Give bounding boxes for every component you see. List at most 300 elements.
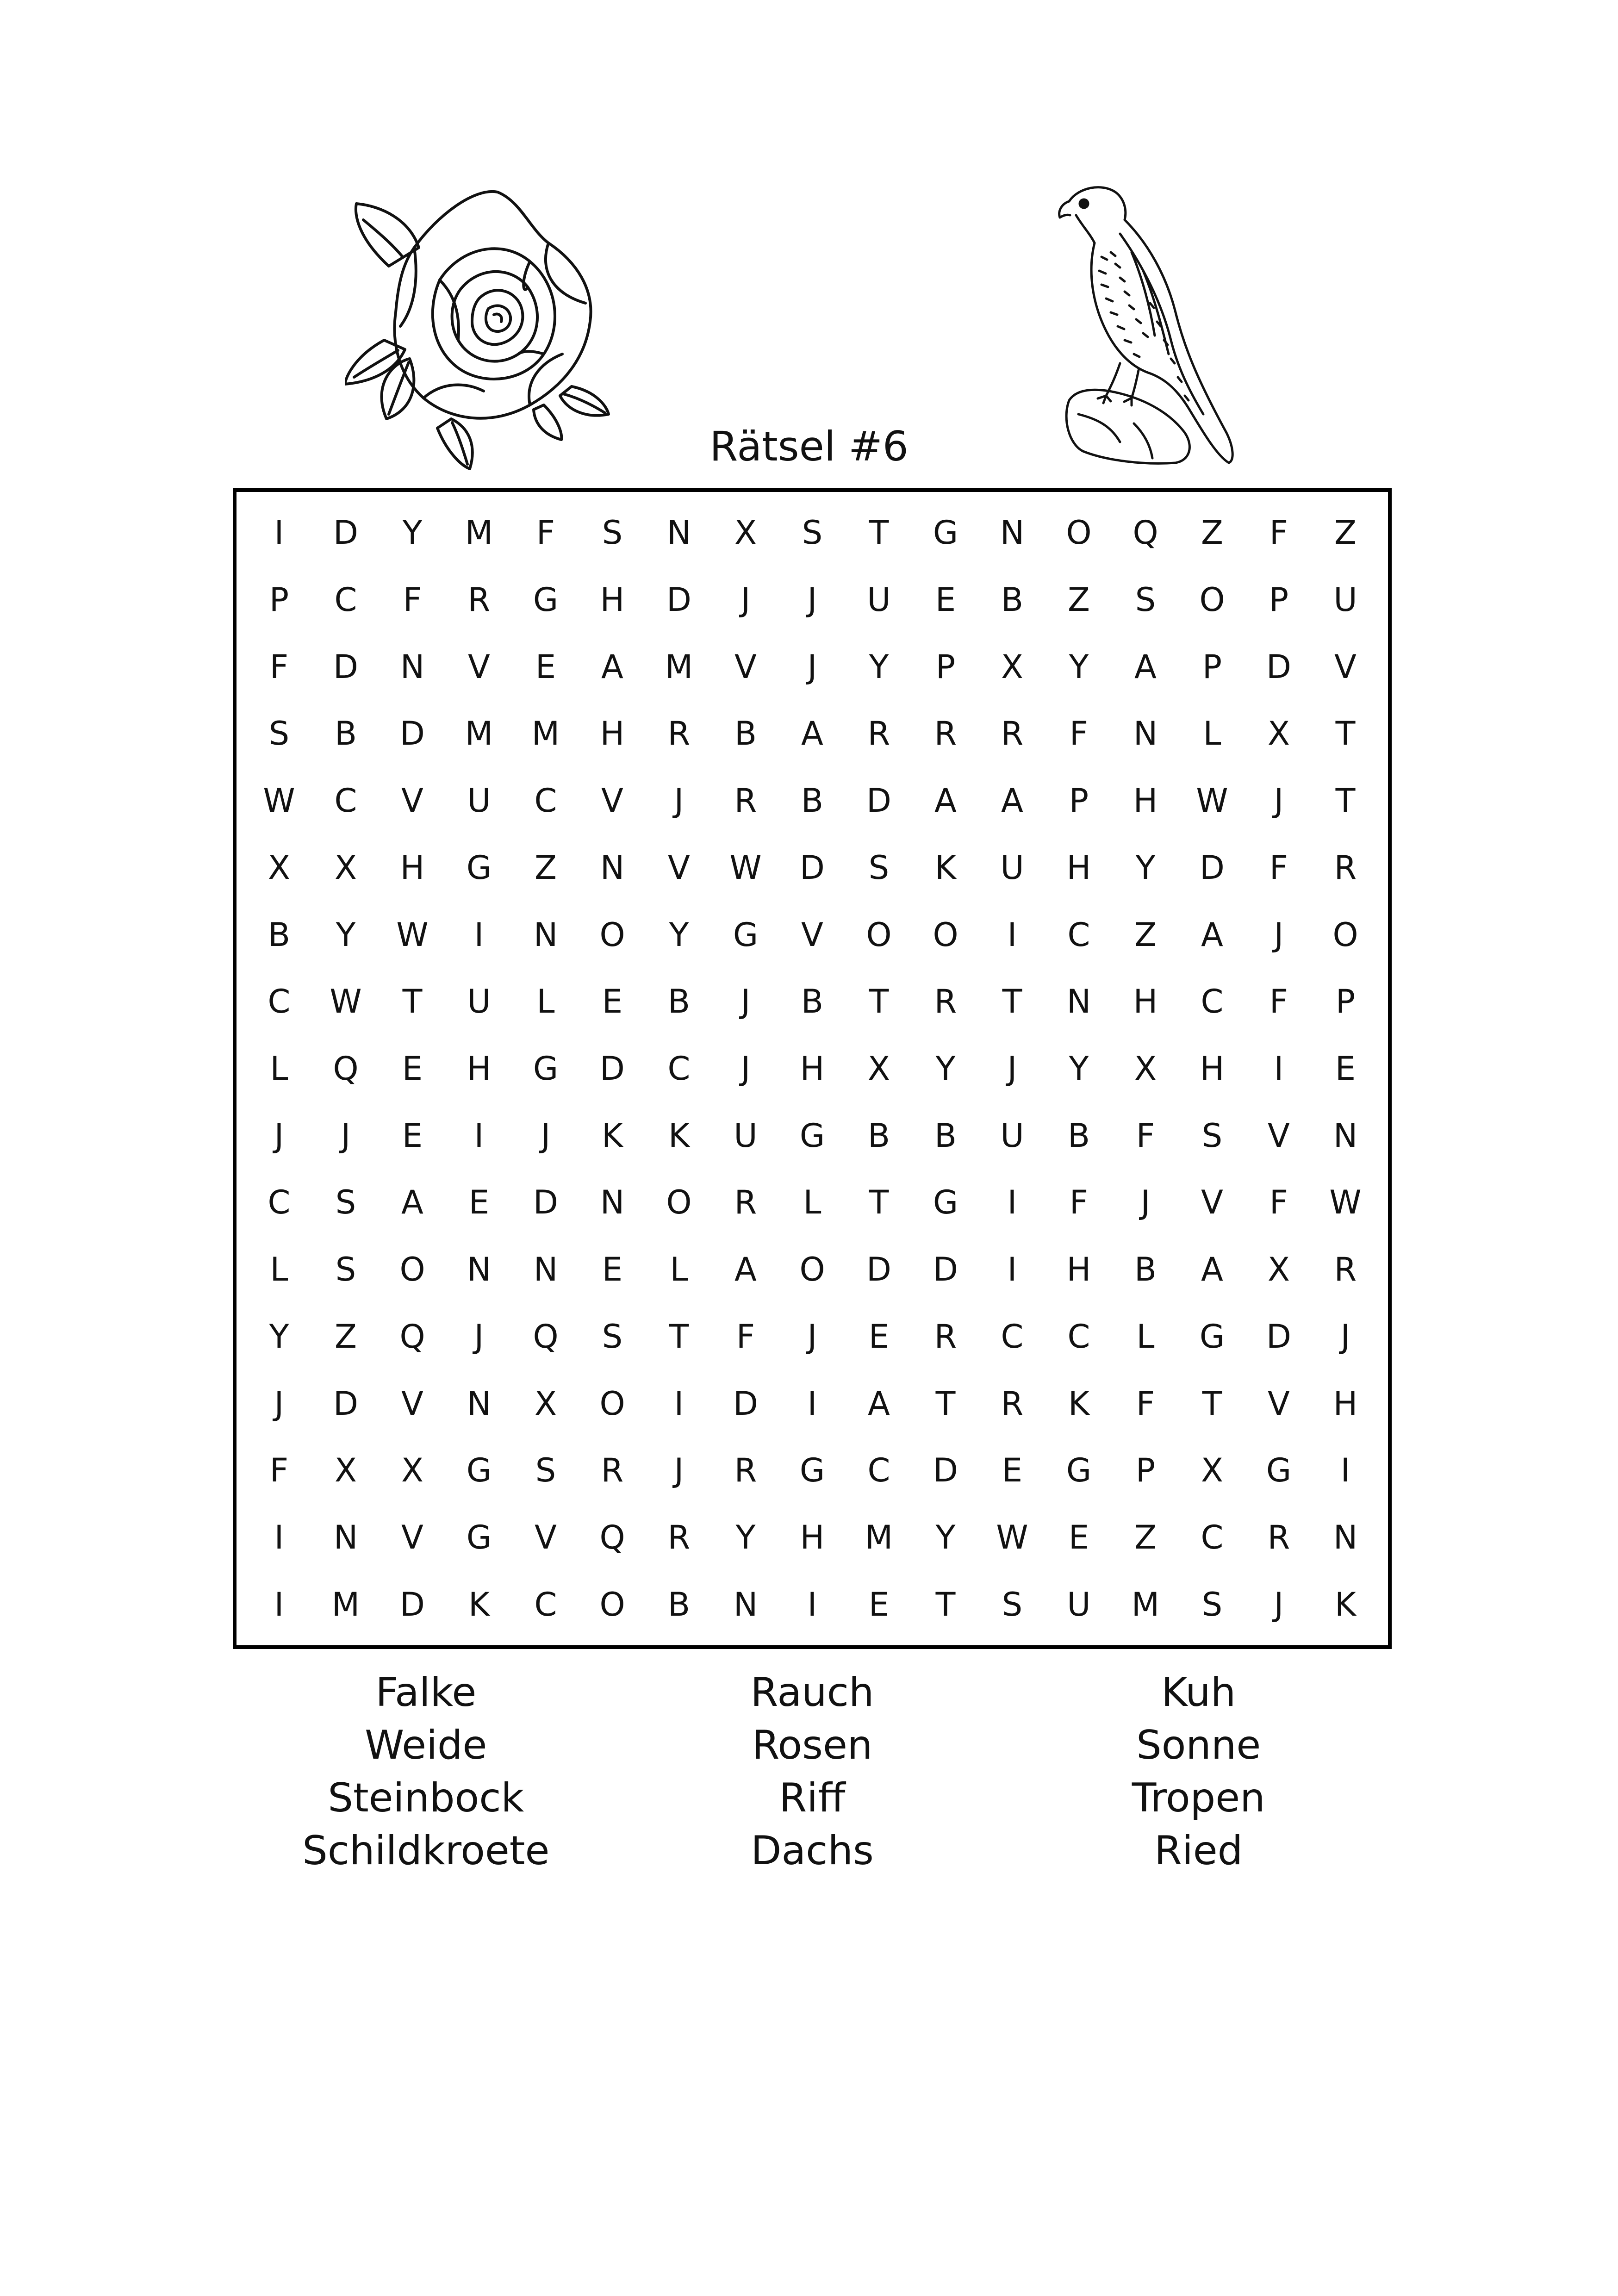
grid-cell[interactable]: G [933,1183,958,1222]
grid-cell[interactable]: F [403,581,422,619]
grid-cell[interactable]: W [1196,782,1228,820]
grid-cell[interactable]: O [599,1585,625,1624]
grid-cell[interactable]: X [1268,715,1290,753]
grid-cell[interactable]: R [734,1451,757,1490]
grid-cell[interactable]: D [1200,848,1225,887]
grid-cell[interactable]: R [934,1317,957,1356]
grid-cell[interactable]: O [599,1384,625,1423]
word-item: Steinbock [328,1775,524,1821]
grid-cell[interactable]: N [333,1518,358,1556]
grid-cell[interactable]: B [1001,581,1024,619]
grid-cell[interactable]: D [866,782,891,820]
grid-cell[interactable]: D [800,848,825,887]
grid-cell[interactable]: J [807,1317,817,1356]
word-item: Ried [1154,1828,1243,1874]
grid-cell[interactable]: L [803,1183,821,1222]
grid-cell[interactable]: H [400,848,425,887]
grid-cell[interactable]: X [868,1049,890,1088]
grid-cell[interactable]: B [801,782,824,820]
grid-cell[interactable]: I [1007,1183,1017,1222]
grid-cell[interactable]: C [268,983,291,1021]
grid-cell[interactable]: N [733,1585,758,1624]
grid-cell[interactable]: B [268,915,291,954]
grid-cell[interactable]: Y [1069,1049,1089,1088]
grid-cell[interactable]: S [802,514,823,552]
grid-cell[interactable]: E [868,1317,890,1356]
grid-cell[interactable]: G [1199,1317,1225,1356]
grid-cell[interactable]: W [1329,1183,1362,1222]
grid-cell[interactable]: H [1200,1049,1225,1088]
grid-cell[interactable]: Z [335,1317,357,1356]
grid-cell[interactable]: S [1135,581,1156,619]
grid-cell[interactable]: J [474,1317,484,1356]
grid-cell[interactable]: W [729,848,762,887]
grid-cell[interactable]: D [933,1251,958,1289]
grid-cell[interactable]: U [1067,1585,1091,1624]
grid-cell[interactable]: X [1001,647,1023,686]
grid-cell[interactable]: M [331,1585,360,1624]
grid-cell[interactable]: X [734,514,757,552]
grid-cell[interactable]: T [1335,715,1356,753]
grid-cell[interactable]: I [274,514,284,552]
grid-cell[interactable]: R [1001,1384,1024,1423]
grid-cell[interactable]: G [733,915,759,954]
grid-cell[interactable]: F [1136,1116,1155,1155]
grid-cell[interactable]: V [1268,1116,1290,1155]
grid-cell[interactable]: I [1007,1251,1017,1289]
grid-cell[interactable]: W [263,782,295,820]
grid-cell[interactable]: F [736,1317,755,1356]
grid-cell[interactable]: Q [399,1317,425,1356]
grid-cell[interactable]: B [334,715,357,753]
grid-cell[interactable]: F [1136,1384,1155,1423]
grid-cell[interactable]: P [1135,1451,1156,1490]
grid-cell[interactable]: A [1201,1251,1223,1289]
grid-cell[interactable]: X [1134,1049,1157,1088]
grid-cell[interactable]: G [466,1451,492,1490]
grid-cell[interactable]: S [335,1251,356,1289]
grid-cell[interactable]: G [799,1116,825,1155]
grid-cell[interactable]: C [268,1183,291,1222]
grid-cell[interactable]: B [801,983,824,1021]
grid-cell[interactable]: K [602,1116,623,1155]
grid-cell[interactable]: J [1340,1317,1350,1356]
grid-cell[interactable]: G [533,1049,559,1088]
grid-cell[interactable]: O [933,915,958,954]
grid-cell[interactable]: C [534,782,557,820]
grid-cell[interactable]: F [1269,1183,1288,1222]
grid-cell[interactable]: K [468,1585,490,1624]
grid-cell[interactable]: F [1269,514,1288,552]
grid-cell[interactable]: P [269,581,289,619]
grid-cell[interactable]: D [933,1451,958,1490]
grid-cell[interactable]: U [1000,848,1024,887]
grid-cell[interactable]: R [1334,1251,1357,1289]
grid-cell[interactable]: R [934,983,957,1021]
grid-cell[interactable]: W [996,1518,1028,1556]
grid-cell[interactable]: L [536,983,555,1021]
grid-cell[interactable]: V [801,915,823,954]
grid-cell[interactable]: T [1202,1384,1222,1423]
grid-cell[interactable]: J [807,647,817,686]
grid-cell[interactable]: V [401,1384,423,1423]
grid-cell[interactable]: K [1068,1384,1089,1423]
grid-cell[interactable]: Z [535,848,557,887]
grid-cell[interactable]: Z [1334,514,1357,552]
grid-cell[interactable]: Y [1069,647,1089,686]
grid-cell[interactable]: P [1269,581,1289,619]
grid-cell[interactable]: V [468,647,490,686]
grid-cell[interactable]: I [474,1116,484,1155]
grid-cell[interactable]: U [1333,581,1357,619]
grid-cell[interactable]: Y [402,514,423,552]
grid-cell[interactable]: S [602,514,623,552]
grid-cell[interactable]: P [1335,983,1356,1021]
grid-cell[interactable]: M [531,715,560,753]
word-item: Schildkroete [302,1828,550,1874]
grid-cell[interactable]: G [799,1451,825,1490]
grid-cell[interactable]: F [1069,1183,1089,1222]
grid-cell[interactable]: C [667,1049,691,1088]
grid-cell[interactable]: J [741,581,751,619]
grid-cell[interactable]: J [674,782,684,820]
grid-cell[interactable]: Q [1133,514,1158,552]
grid-cell[interactable]: D [1266,1317,1291,1356]
grid-cell[interactable]: U [734,1116,758,1155]
grid-cell[interactable]: R [734,1183,757,1222]
grid-cell[interactable]: V [1334,647,1357,686]
grid-cell[interactable]: D [333,514,358,552]
grid-cell[interactable]: H [1333,1384,1358,1423]
grid-cell[interactable]: N [1133,715,1158,753]
grid-cell[interactable]: R [667,715,691,753]
grid-cell[interactable]: Z [1134,915,1157,954]
grid-cell[interactable]: X [1201,1451,1223,1490]
grid-cell[interactable]: J [1274,915,1284,954]
grid-cell[interactable]: R [1001,715,1024,753]
grid-cell[interactable]: E [602,983,623,1021]
grid-cell[interactable]: J [341,1116,351,1155]
grid-cell[interactable]: J [1274,1585,1284,1624]
grid-cell[interactable]: F [269,647,289,686]
grid-cell[interactable]: H [1133,983,1158,1021]
grid-cell[interactable]: Y [669,915,689,954]
grid-cell[interactable]: D [1266,647,1291,686]
grid-cell[interactable]: E [1068,1518,1089,1556]
word-item: Falke [375,1669,477,1716]
grid-cell[interactable]: M [465,514,493,552]
grid-cell[interactable]: B [667,1585,691,1624]
grid-cell[interactable]: N [467,1384,492,1423]
grid-cell[interactable]: A [601,647,623,686]
grid-cell[interactable]: E [402,1116,423,1155]
grid-cell[interactable]: O [599,915,625,954]
grid-cell[interactable]: U [467,782,491,820]
grid-cell[interactable]: E [468,1183,490,1222]
grid-cell[interactable]: V [1268,1384,1290,1423]
grid-cell[interactable]: K [1335,1585,1356,1624]
grid-cell[interactable]: H [600,581,625,619]
grid-cell[interactable]: L [270,1251,288,1289]
grid-cell[interactable]: J [741,983,751,1021]
grid-cell[interactable]: S [868,848,890,887]
grid-cell[interactable]: H [800,1049,825,1088]
grid-cell[interactable]: Y [735,1518,756,1556]
grid-cell[interactable]: N [666,514,691,552]
grid-cell[interactable]: D [666,581,691,619]
grid-cell[interactable]: Y [869,647,889,686]
grid-cell[interactable]: J [1274,782,1284,820]
grid-cell[interactable]: C [534,1585,557,1624]
grid-cell[interactable]: R [734,782,757,820]
grid-cell[interactable]: D [533,1183,558,1222]
grid-cell[interactable]: W [396,915,429,954]
grid-cell[interactable]: H [1066,848,1091,887]
grid-cell[interactable]: C [334,782,357,820]
grid-cell[interactable]: S [1002,1585,1023,1624]
grid-cell[interactable]: O [1199,581,1225,619]
grid-cell[interactable]: Y [1135,848,1156,887]
grid-cell[interactable]: T [402,983,423,1021]
grid-cell[interactable]: C [334,581,357,619]
grid-cell[interactable]: V [401,782,423,820]
grid-cell[interactable]: U [867,581,891,619]
grid-cell[interactable]: C [1067,1317,1090,1356]
grid-cell[interactable]: F [536,514,555,552]
grid-cell[interactable]: B [934,1116,957,1155]
grid-cell[interactable]: J [274,1116,284,1155]
grid-cell[interactable]: R [467,581,491,619]
grid-cell[interactable]: O [799,1251,825,1289]
grid-cell[interactable]: X [1268,1251,1290,1289]
grid-cell[interactable]: L [670,1251,688,1289]
grid-cell[interactable]: H [467,1049,492,1088]
grid-cell[interactable]: S [1201,1585,1223,1624]
grid-cell[interactable]: N [400,647,425,686]
grid-cell[interactable]: Q [333,1049,359,1088]
grid-cell[interactable]: T [669,1317,689,1356]
grid-cell[interactable]: F [1269,983,1288,1021]
grid-cell[interactable]: F [269,1451,289,1490]
grid-cell[interactable]: J [807,581,817,619]
grid-cell[interactable]: V [734,647,757,686]
grid-cell[interactable]: S [602,1317,623,1356]
grid-cell[interactable]: M [865,1518,893,1556]
grid-cell[interactable]: F [1069,715,1089,753]
grid-cell[interactable]: R [1334,848,1357,887]
grid-cell[interactable]: Y [269,1317,289,1356]
grid-cell[interactable]: C [1001,1317,1024,1356]
grid-cell[interactable]: X [535,1384,557,1423]
grid-cell[interactable]: T [869,1183,889,1222]
word-item: Sonne [1136,1722,1261,1768]
grid-cell[interactable]: C [1067,915,1090,954]
grid-cell[interactable]: I [1340,1451,1350,1490]
grid-cell[interactable]: Y [935,1049,956,1088]
grid-cell[interactable]: A [934,782,957,820]
grid-cell[interactable]: D [400,715,425,753]
grid-cell[interactable]: P [935,647,956,686]
grid-cell[interactable]: I [1007,915,1017,954]
grid-cell[interactable]: O [399,1251,425,1289]
grid-cell[interactable]: S [1201,1116,1223,1155]
grid-cell[interactable]: R [1267,1518,1290,1556]
grid-cell[interactable]: H [600,715,625,753]
grid-cell[interactable]: D [866,1251,891,1289]
grid-cell[interactable]: L [1203,715,1221,753]
grid-cell[interactable]: E [868,1585,890,1624]
grid-cell[interactable]: T [869,983,889,1021]
grid-cell[interactable]: Z [1201,514,1223,552]
grid-cell[interactable]: G [533,581,559,619]
grid-cell[interactable]: V [668,848,690,887]
grid-cell[interactable]: O [866,915,892,954]
word-item: Rosen [752,1722,873,1768]
grid-cell[interactable]: H [800,1518,825,1556]
grid-cell[interactable]: R [667,1518,691,1556]
grid-cell[interactable]: Q [599,1518,625,1556]
grid-cell[interactable]: N [600,848,625,887]
grid-cell[interactable]: R [934,715,957,753]
grid-cell[interactable]: E [1335,1049,1356,1088]
grid-cell[interactable]: K [668,1116,690,1155]
grid-cell[interactable]: X [268,848,290,887]
grid-cell[interactable]: E [935,581,956,619]
grid-cell[interactable]: C [1201,983,1224,1021]
grid-cell[interactable]: D [333,647,358,686]
grid-cell[interactable]: T [1335,782,1356,820]
grid-cell[interactable]: P [1202,647,1222,686]
grid-cell[interactable]: G [1266,1451,1292,1490]
grid-cell[interactable]: T [1002,983,1022,1021]
grid-cell[interactable]: Z [1134,1518,1157,1556]
grid-cell[interactable]: O [666,1183,692,1222]
grid-cell[interactable]: M [465,715,493,753]
grid-cell[interactable]: I [807,1384,817,1423]
grid-cell[interactable]: L [270,1049,288,1088]
grid-cell[interactable]: A [401,1183,423,1222]
grid-cell[interactable]: L [1136,1317,1155,1356]
grid-cell[interactable]: N [533,915,558,954]
grid-cell[interactable]: O [1332,915,1358,954]
grid-cell[interactable]: D [733,1384,758,1423]
grid-cell[interactable]: N [1333,1116,1358,1155]
grid-cell[interactable]: I [674,1384,684,1423]
grid-cell[interactable]: G [933,514,958,552]
grid-cell[interactable]: K [935,848,956,887]
grid-cell[interactable]: X [335,1451,357,1490]
grid-cell[interactable]: T [935,1384,956,1423]
grid-cell[interactable]: V [601,782,623,820]
grid-cell[interactable]: J [1007,1049,1017,1088]
grid-cell[interactable]: Y [935,1518,956,1556]
grid-cell[interactable]: I [807,1585,817,1624]
grid-cell[interactable]: U [467,983,491,1021]
grid-cell[interactable]: C [1201,1518,1224,1556]
grid-cell[interactable]: Y [336,915,356,954]
grid-cell[interactable]: H [1133,782,1158,820]
grid-cell[interactable]: A [734,1251,757,1289]
grid-cell[interactable]: J [741,1049,751,1088]
grid-cell[interactable]: N [600,1183,625,1222]
grid-cell[interactable]: S [335,1183,356,1222]
grid-cell[interactable]: D [600,1049,625,1088]
grid-cell[interactable]: B [1067,1116,1090,1155]
word-search-grid [233,488,1392,1649]
grid-cell[interactable]: J [541,1116,551,1155]
word-item: Weide [365,1722,487,1768]
grid-cell[interactable]: B [1134,1251,1157,1289]
grid-cell[interactable]: Z [1068,581,1090,619]
grid-cell[interactable]: U [1000,1116,1024,1155]
grid-cell[interactable]: R [867,715,890,753]
grid-cell[interactable]: X [401,1451,423,1490]
grid-cell[interactable]: E [1002,1451,1023,1490]
grid-cell[interactable]: A [1201,915,1223,954]
grid-cell[interactable]: I [274,1518,284,1556]
grid-cell[interactable]: B [667,983,691,1021]
grid-cell[interactable]: G [466,1518,492,1556]
grid-cell[interactable]: N [467,1251,492,1289]
grid-cell[interactable]: D [400,1585,425,1624]
grid-cell[interactable]: N [533,1251,558,1289]
grid-cell[interactable]: V [401,1518,423,1556]
grid-cell[interactable]: I [474,915,484,954]
grid-cell[interactable]: V [535,1518,557,1556]
grid-cell[interactable]: A [1134,647,1157,686]
grid-cell[interactable]: A [868,1384,890,1423]
grid-cell[interactable]: S [535,1451,556,1490]
grid-cell[interactable]: B [734,715,757,753]
grid-cell[interactable]: D [333,1384,358,1423]
grid-cell[interactable]: T [869,514,889,552]
grid-cell[interactable]: C [867,1451,890,1490]
grid-cell[interactable]: A [1001,782,1023,820]
grid-cell[interactable]: F [1269,848,1288,887]
grid-cell[interactable]: N [1333,1518,1358,1556]
grid-cell[interactable]: E [535,647,556,686]
grid-cell[interactable]: I [274,1585,284,1624]
grid-cell[interactable]: G [1066,1451,1092,1490]
grid-cell[interactable]: P [1069,782,1089,820]
grid-cell[interactable]: A [801,715,823,753]
word-list-column [619,1666,1006,1879]
grid-cell[interactable]: E [402,1049,423,1088]
grid-cell[interactable]: J [674,1451,684,1490]
word-list [233,1666,1392,1879]
grid-cell[interactable]: E [602,1251,623,1289]
word-item: Tropen [1132,1775,1265,1821]
grid-cell[interactable]: W [330,983,362,1021]
grid-cell[interactable]: J [1140,1183,1151,1222]
grid-cell[interactable]: V [1201,1183,1223,1222]
grid-cell[interactable]: N [1000,514,1025,552]
grid-cell[interactable]: O [1066,514,1092,552]
grid-cell[interactable]: H [1066,1251,1091,1289]
grid-cell[interactable]: I [1274,1049,1284,1088]
grid-cell[interactable]: S [268,715,290,753]
grid-cell[interactable]: R [601,1451,624,1490]
grid-cell[interactable]: X [335,848,357,887]
grid-cell[interactable]: N [1066,983,1091,1021]
grid-cell[interactable]: Q [533,1317,559,1356]
grid-cell[interactable]: T [935,1585,956,1624]
grid-cell[interactable]: M [665,647,693,686]
grid-cell[interactable]: B [867,1116,890,1155]
grid-cell[interactable]: G [466,848,492,887]
grid-cell[interactable]: M [1131,1585,1160,1624]
grid-cell[interactable]: J [274,1384,284,1423]
